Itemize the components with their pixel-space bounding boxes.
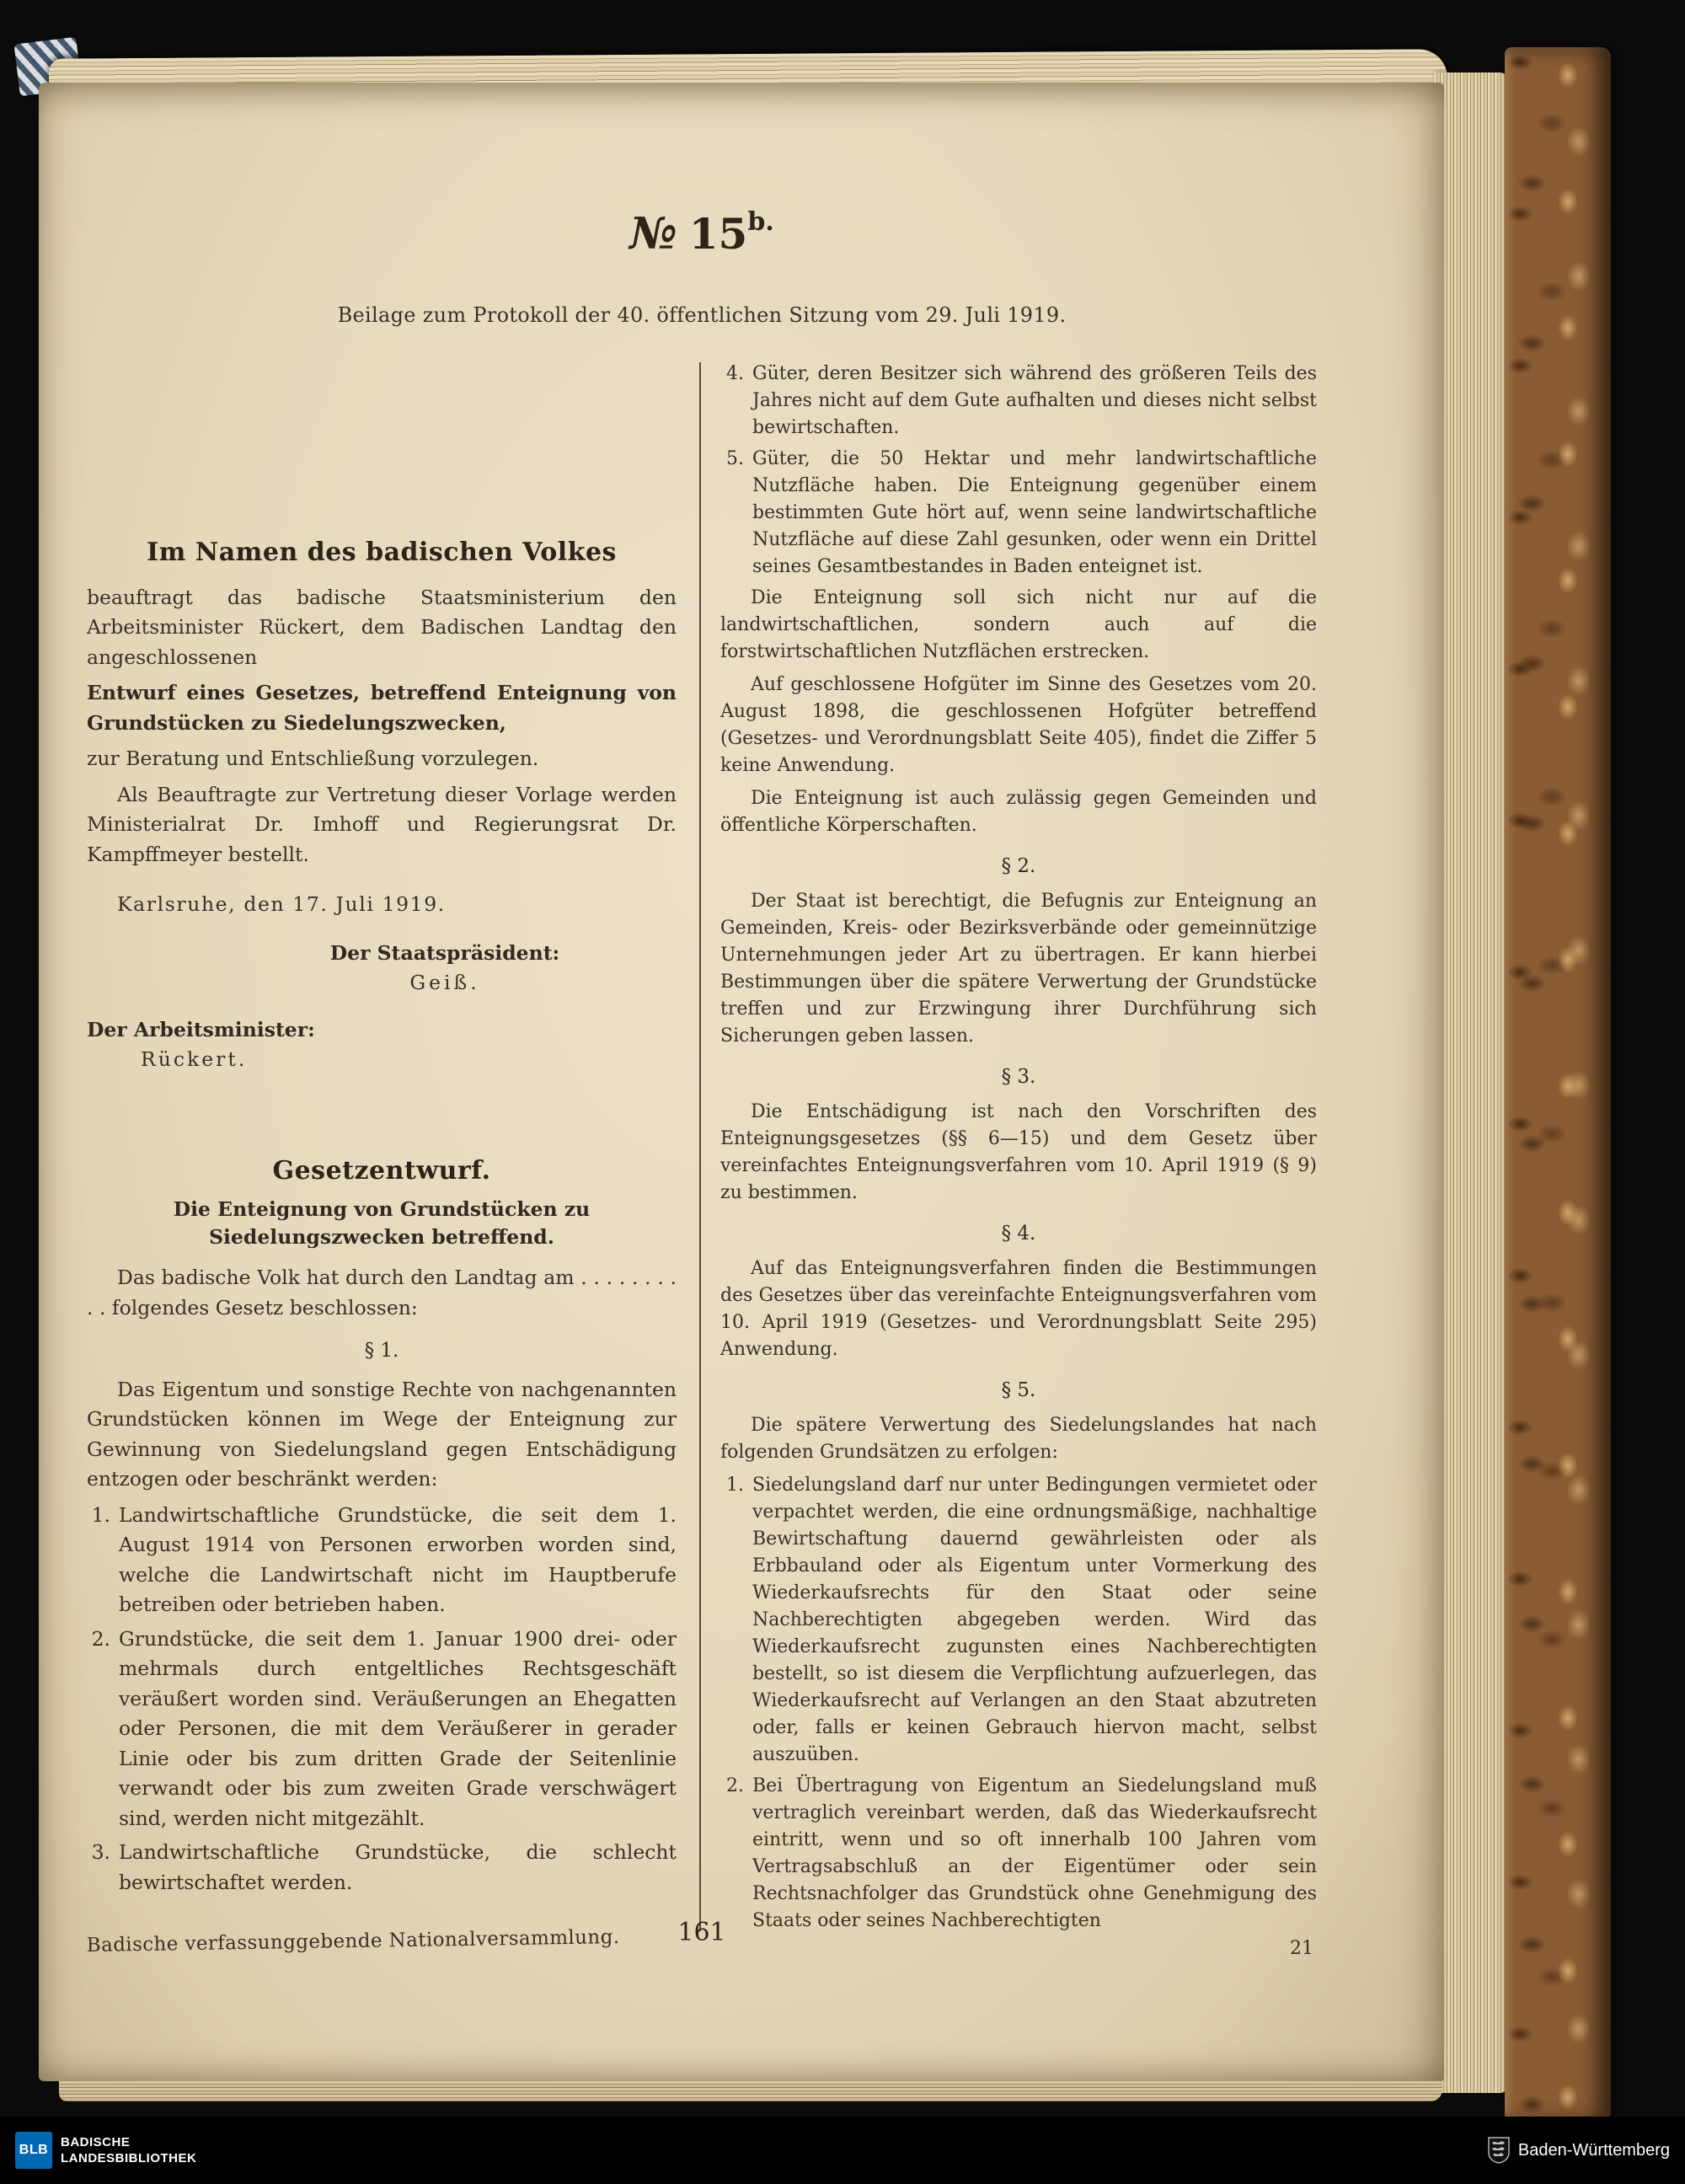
paragraph-gemeinden: Die Enteignung ist auch zulässig gegen Gemeinden und öffentliche Körperschaften. (720, 788, 1317, 836)
paragraph-forest: Die Enteignung soll sich nicht nur auf die landwirtschaftlichen, sondern auch auf die forstwirtschaftlichen Nutzflächen erstrecken. (720, 587, 1317, 662)
document-number (87, 207, 1317, 260)
library-name-line1: BADISCHE (61, 2135, 131, 2149)
library-name-line2: LANDESBIBLIOTHEK (61, 2151, 197, 2165)
section-1-heading: § 1. (364, 1340, 399, 1362)
section-2-text: Der Staat ist berechtigt, die Befugnis zur Enteignung an Gemeinden, Kreis- oder Bezirksverbände oder gemeinnützige Unternehmungen jeder Art zu übertragen. Er kann hierbei Bestimmungen über die spätere Verwertung der Grundstücke treffen und zur Erzwingung ihrer Durchführung sich Sicherungen geben lassen. (720, 891, 1317, 1046)
list-item (720, 1472, 1317, 1769)
signature-block-minister (87, 1015, 677, 1075)
book-cover-spine (1505, 47, 1611, 2122)
library-footer-bar (0, 2117, 1685, 2184)
list-item-text: Landwirtschaftliche Grundstücke, die seit dem 1. August 1914 von Personen erworben worden sind, welche die Landwirtschaft nicht im Hauptberufe betreiben oder betrieben haben. (119, 1502, 677, 1616)
list-item-number: 1. (726, 1475, 744, 1496)
list-item-text: Güter, deren Besitzer sich während des größeren Teils des Jahres nicht auf dem Gute aufhalten und dieses nicht selbst bewirtschaften. (752, 363, 1317, 438)
page-text-area (87, 83, 1317, 2081)
list-item-number: 2. (726, 1775, 744, 1796)
section-1-text: Das Eigentum und sonstige Rechte von nachgenannten Grundstücken können im Wege der Enteignung zur Gewinnung von Siedelungsland gegen Entschädigung entzogen oder beschränkt werden: (87, 1377, 677, 1491)
list-item-number: 1. (91, 1502, 110, 1527)
book-page-stack-right (1434, 72, 1508, 2093)
state-name: Baden-Württemberg (1517, 2140, 1670, 2160)
bill-title: Entwurf eines Gesetzes, betreffend Enteignung von Grundstücken zu Siedelungszwecken, (87, 681, 677, 735)
paragraph-commission: beauftragt das badische Staatsministerium den Arbeitsminister Rückert, dem Badischen Landtag den angeschlossenen (87, 585, 677, 669)
law-draft-heading: Gesetzentwurf. (272, 1155, 491, 1186)
dateline: Karlsruhe, den 17. Juli 1919. (117, 892, 446, 916)
page-number: 161 (677, 1918, 726, 1947)
section-4-text: Auf das Enteignungsverfahren finden die Bestimmungen des Gesetzes über das vereinfachte Enteignungsverfahren vom 10. April 1919 (Gesetzes- und Verordnungsblatt Seite 295) Anwendung. (720, 1258, 1317, 1360)
section-1-list-continued (720, 361, 1317, 581)
enactment-clause: Das badische Volk hat durch den Landtag am . . . . . . . . . . folgendes Gesetz beschlossen: (87, 1266, 677, 1320)
section-4-heading: § 4. (1001, 1223, 1036, 1245)
assembly-footer-note: Badische verfassunggebende Nationalversammlung. (86, 1926, 620, 1956)
list-item-number: 2. (91, 1626, 110, 1651)
scanned-page (39, 83, 1444, 2081)
section-5-list (720, 1472, 1317, 1935)
library-name (61, 2134, 196, 2166)
paragraph-representatives: Als Beauftragte zur Vertretung dieser Vorlage werden Ministerialrat Dr. Imhoff und Regierungsrat Dr. Kampffmeyer bestellt. (87, 782, 677, 866)
paragraph-hofgueter: Auf geschlossene Hofgüter im Sinne des Gesetzes vom 20. August 1898, die geschlossenen Hofgüter betreffend (Gesetzes- und Verordnungsblatt Seite 405), findet die Ziffer 5 keine Anwendung. (720, 674, 1317, 776)
signature-title: Der Staatspräsident: (329, 940, 560, 965)
list-item (720, 361, 1317, 442)
column-divider-rule (699, 362, 701, 1931)
list-item (87, 1838, 677, 1898)
proclamation-heading: Im Namen des badischen Volkes (147, 538, 617, 567)
document-number-suffix: b. (747, 207, 774, 237)
list-item-number: 3. (91, 1840, 110, 1864)
list-item (720, 1773, 1317, 1935)
list-item (87, 1625, 677, 1834)
list-item-text: Siedelungsland darf nur unter Bedingungen vermietet oder verpachtet werden, die eine ordnungsmäßige, nachhaltige Bewirtschaftung dauernd gewährleisten oder als Erbbauland oder als Eigentum unter Vormerkung des Wiederkaufsrechts für den Staat oder seine Nachberechtigten abgegeben werden. Wird das Wiederkaufsrecht zugunsten eines Nachberechtigten bestellt, so ist diesem die Verpflichtung aufzuerlegen, das Wiederkaufsrecht auf Verlangen an den Staat abzutreten oder, falls er keinen Gebrauch hiervon macht, selbst auszuüben. (752, 1475, 1317, 1765)
section-3-text: Die Entschädigung ist nach den Vorschriften des Enteignungsgesetzes (§§ 6—15) und dem Gesetz über vereinfachtes Enteignungsverfahren vom 10. April 1919 (§ 9) zu bestimmen. (720, 1101, 1317, 1203)
list-item-number: 4. (726, 363, 744, 384)
numero-sign: № (629, 208, 677, 260)
section-5-text: Die spätere Verwertung des Siedelungslandes hat nach folgenden Grundsätzen zu erfolgen: (720, 1415, 1317, 1463)
signature-title: Der Arbeitsminister: (87, 1017, 315, 1041)
list-item-text: Güter, die 50 Hektar und mehr landwirtschaftliche Nutzfläche haben. Die Enteignung gegenüber einem bestimmten Gute hört auf, wenn seine landwirtschaftliche Nutzfläche auf diese Zahl gesunken, oder wenn ein Drittel seines Gesamtbestandes in Baden enteignet ist. (752, 448, 1317, 577)
paragraph-purpose: zur Beratung und Entschließung vorzulegen. (87, 747, 539, 770)
signature-block-president (87, 939, 677, 998)
section-2-heading: § 2. (1001, 855, 1036, 877)
list-item (87, 1501, 677, 1620)
document-number-value: 15 (688, 209, 748, 259)
list-item-text: Grundstücke, die seit dem 1. Januar 1900 drei- oder mehrmals durch entgeltliches Rechtsgeschäft veräußert worden sind. Veräußerungen an Ehegatten oder Personen, die mit dem Veräußerer in gerader Linie oder bis zum dritten Grade der Seitenlinie verwandt oder bis zum zweiten Grade verschwägert sind, werden nicht mitgezählt. (119, 1626, 677, 1830)
list-item-number: 5. (726, 448, 744, 469)
signature-name: Rückert. (141, 1047, 248, 1071)
section-1-list (87, 1501, 677, 1898)
section-3-heading: § 3. (1001, 1066, 1036, 1088)
list-item-text: Bei Übertragung von Eigentum an Siedelungsland muß vertraglich vereinbart werden, daß das Wiederkaufsrecht eintritt, wenn und so oft innerhalb 100 Jahren vom Vertragsabschluß an der Eigentümer oder sein Rechtsnachfolger das Grundstück ohne Genehmigung des Staats oder seines Nachberechtigten (752, 1775, 1317, 1931)
list-item-text: Landwirtschaftliche Grundstücke, die schlecht bewirtschaftet werden. (119, 1840, 677, 1894)
baden-wuerttemberg-coat-of-arms-icon (1488, 2137, 1510, 2164)
signature-name: Geiß. (409, 971, 480, 994)
section-5-heading: § 5. (1001, 1379, 1036, 1401)
list-item (720, 446, 1317, 581)
right-column (720, 361, 1317, 1939)
law-draft-subheading: Die Enteignung von Grundstücken zu Siedelungszwecken betreffend. (173, 1197, 591, 1249)
sheet-number: 21 (1290, 1938, 1313, 1959)
left-column (87, 538, 677, 1902)
library-branding (15, 2132, 196, 2169)
blb-logo: BLB (15, 2132, 52, 2169)
state-branding (1488, 2137, 1670, 2164)
session-subtitle: Beilage zum Protokoll der 40. öffentlichen Sitzung vom 29. Juli 1919. (337, 303, 1067, 327)
